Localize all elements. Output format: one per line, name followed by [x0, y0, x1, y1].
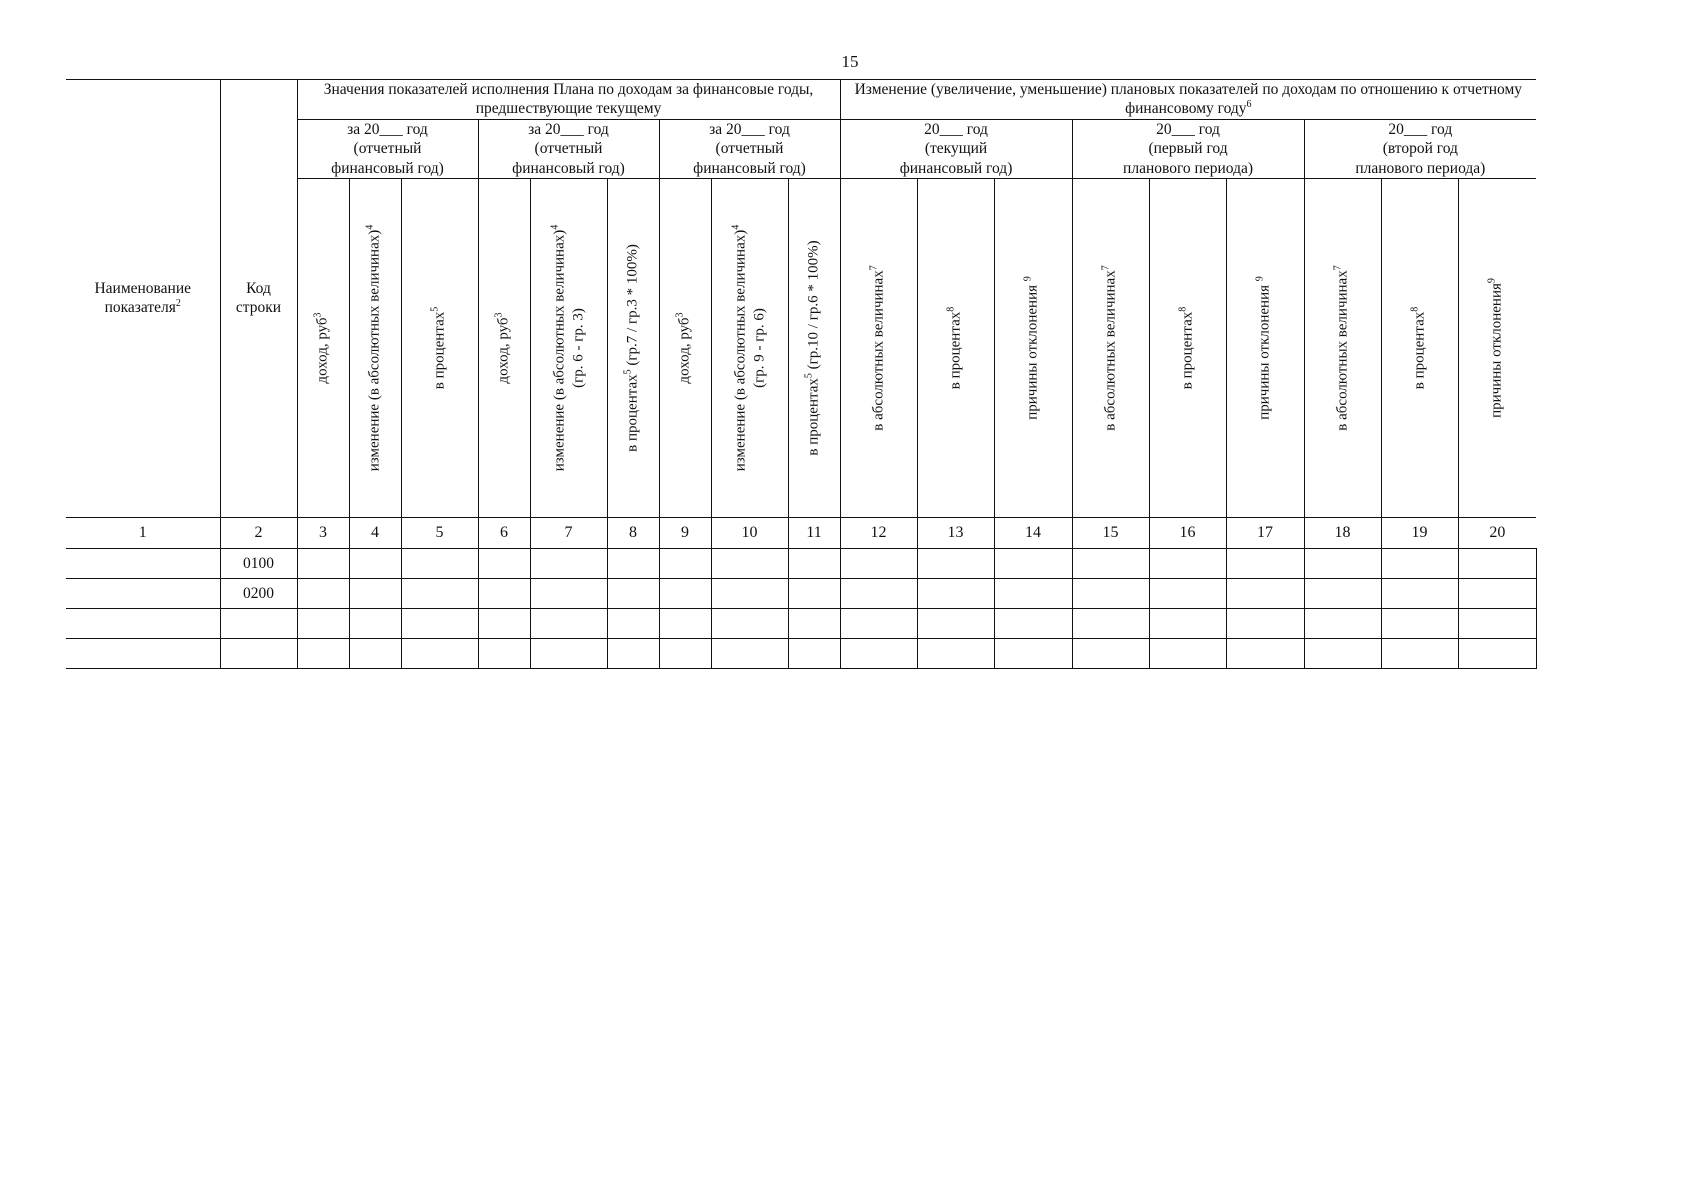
value-cell[interactable]	[917, 638, 994, 668]
subcolumn-label-line1	[869, 265, 888, 430]
value-cell[interactable]	[1381, 608, 1458, 638]
value-cell[interactable]	[297, 608, 349, 638]
column-number: 6	[478, 517, 530, 548]
subcolumn-label	[1101, 265, 1120, 430]
subcolumn-label-line1	[495, 312, 514, 383]
footnote-mark: 8	[945, 306, 957, 312]
subcolumn-label-line1	[1101, 265, 1120, 430]
subcolumn-header	[1226, 178, 1304, 517]
value-cell[interactable]	[1458, 578, 1536, 608]
value-cell[interactable]	[917, 578, 994, 608]
period-line3: финансовый год)	[899, 159, 1013, 177]
period-line3: финансовый год)	[693, 159, 806, 177]
subcolumn-header	[530, 178, 607, 517]
value-cell[interactable]	[1072, 578, 1149, 608]
value-cell[interactable]	[349, 638, 401, 668]
value-cell[interactable]	[607, 578, 659, 608]
column-number: 11	[788, 517, 840, 548]
subcolumn-label-line1	[430, 307, 449, 389]
value-cell[interactable]	[1458, 608, 1536, 638]
subcolumn-text: в абсолютных величинах	[1334, 270, 1351, 431]
value-cell[interactable]	[1149, 548, 1226, 578]
period-line3: планового периода)	[1355, 159, 1486, 177]
value-cell[interactable]	[1072, 548, 1149, 578]
value-cell[interactable]	[994, 608, 1072, 638]
subcolumn-label	[946, 307, 965, 389]
header-row-groups	[66, 80, 1536, 119]
row-code-cell[interactable]: 0100	[220, 548, 297, 578]
table-row	[66, 548, 1536, 578]
value-cell[interactable]	[530, 578, 607, 608]
footnote-mark: 5	[803, 373, 815, 378]
footnote-mark: 7	[1100, 265, 1112, 271]
period-header	[840, 119, 1072, 178]
value-cell[interactable]	[1458, 548, 1536, 578]
subcolumn-label	[495, 312, 514, 383]
subcolumn-label-line1	[1410, 307, 1429, 389]
period-header	[1304, 119, 1536, 178]
column-number: 15	[1072, 517, 1149, 548]
footnote-mark: 8	[1177, 306, 1189, 312]
subcolumn-label	[550, 225, 588, 471]
value-cell[interactable]	[788, 548, 840, 578]
subcolumn-header	[1381, 178, 1458, 517]
value-cell[interactable]	[1304, 548, 1381, 578]
period-line2: (второй год	[1382, 140, 1458, 158]
value-cell[interactable]	[659, 608, 711, 638]
value-cell[interactable]	[659, 548, 711, 578]
period-line1: 20___ год	[1156, 120, 1220, 138]
value-cell[interactable]	[1226, 548, 1304, 578]
value-cell[interactable]	[1381, 638, 1458, 668]
period-line1: за 20___ год	[528, 120, 609, 138]
period-line3: планового периода)	[1123, 159, 1254, 177]
row-code-cell[interactable]: 0200	[220, 578, 297, 608]
subcolumn-label	[805, 240, 824, 455]
value-cell[interactable]	[1304, 578, 1381, 608]
value-cell[interactable]	[840, 638, 917, 668]
subcolumn-label-line2: (гр. 6 - гр. 3)	[569, 307, 586, 388]
value-cell[interactable]	[607, 638, 659, 668]
period-header	[297, 119, 478, 178]
column-number: 10	[711, 517, 788, 548]
subcolumn-text: в процентах	[805, 378, 822, 456]
indicator-name-cell[interactable]	[66, 548, 220, 578]
period-header	[478, 119, 659, 178]
column-number: 4	[349, 517, 401, 548]
subcolumn-label	[1410, 307, 1429, 389]
subcolumn-header	[401, 178, 478, 517]
value-cell[interactable]	[607, 608, 659, 638]
subcolumn-header	[607, 178, 659, 517]
value-cell[interactable]	[917, 548, 994, 578]
subcolumn-label	[1178, 307, 1197, 389]
subcolumn-text: доход, руб	[314, 317, 331, 384]
subcolumn-header	[1072, 178, 1149, 517]
subcolumn-header	[840, 178, 917, 517]
subcolumn-label-line1	[946, 307, 965, 389]
subcolumn-text: изменение (в абсолютных величинах)	[366, 229, 383, 472]
column-number: 9	[659, 517, 711, 548]
row-code-cell[interactable]	[220, 608, 297, 638]
subcolumn-header	[994, 178, 1072, 517]
subcolumn-label	[624, 244, 643, 452]
footnote-mark: 3	[674, 312, 686, 318]
subcolumn-label	[366, 225, 385, 471]
footnote-mark: 7	[868, 265, 880, 271]
subcolumn-label	[869, 265, 888, 430]
subcolumn-text: в процентах	[1411, 311, 1428, 390]
column-number: 12	[840, 517, 917, 548]
value-cell[interactable]	[840, 608, 917, 638]
subcolumn-formula: (гр.7 / гр.3 * 100%)	[624, 244, 641, 370]
subcolumn-header	[1304, 178, 1381, 517]
subcolumn-text: в процентах	[947, 311, 964, 390]
indicator-name-label: Наименование показателя	[94, 280, 192, 317]
group-header-plan-changes	[840, 80, 1536, 119]
period-line3: финансовый год)	[512, 159, 625, 177]
data-rows	[66, 548, 1536, 668]
value-cell[interactable]	[349, 578, 401, 608]
column-number: 7	[530, 517, 607, 548]
column-number: 19	[1381, 517, 1458, 548]
row-code-cell[interactable]	[220, 638, 297, 668]
subcolumn-label	[314, 312, 333, 383]
subcolumn-header	[659, 178, 711, 517]
value-cell[interactable]	[1149, 578, 1226, 608]
value-cell[interactable]	[659, 638, 711, 668]
subcolumn-text: в процентах	[1179, 311, 1196, 390]
value-cell[interactable]	[478, 608, 530, 638]
subcolumn-text: в процентах	[431, 311, 448, 390]
row-code-label-line1: Код	[246, 280, 271, 298]
value-cell[interactable]	[530, 608, 607, 638]
value-cell[interactable]	[1226, 638, 1304, 668]
footnote-mark: 8	[1409, 306, 1421, 312]
value-cell[interactable]	[994, 548, 1072, 578]
value-cell[interactable]	[297, 638, 349, 668]
group-title-prior-years: Значения показателей исполнения Плана по доходам за финансовые годы, предшествующие текущему	[323, 81, 814, 118]
footnote-mark: 4	[548, 224, 560, 230]
value-cell[interactable]	[1149, 638, 1226, 668]
value-cell[interactable]	[711, 608, 788, 638]
subcolumn-label	[1488, 278, 1507, 418]
column-number: 5	[401, 517, 478, 548]
table-row	[66, 608, 1536, 638]
value-cell[interactable]	[297, 548, 349, 578]
value-cell[interactable]	[788, 608, 840, 638]
value-cell[interactable]	[659, 578, 711, 608]
subcolumn-label-line1	[366, 225, 385, 471]
value-cell[interactable]	[478, 548, 530, 578]
value-cell[interactable]	[1072, 638, 1149, 668]
period-header	[659, 119, 840, 178]
subcolumn-text: изменение (в абсолютных величинах)	[731, 229, 748, 472]
subcolumn-label	[676, 312, 695, 383]
value-cell[interactable]	[1304, 638, 1381, 668]
column-number: 17	[1226, 517, 1304, 548]
value-cell[interactable]	[349, 608, 401, 638]
column-number: 8	[607, 517, 659, 548]
subcolumn-text: в процентах	[624, 374, 641, 452]
subcolumn-label-line1	[1333, 265, 1352, 430]
footnote-mark: 4	[364, 224, 376, 230]
value-cell[interactable]	[994, 638, 1072, 668]
footnote-mark: 3	[312, 312, 324, 318]
value-cell[interactable]	[1304, 608, 1381, 638]
subcolumn-text: причины отклонения	[1256, 281, 1273, 420]
subcolumn-label-line1	[731, 225, 750, 471]
period-line1: 20___ год	[1388, 120, 1453, 138]
indicator-name-cell[interactable]	[66, 638, 220, 668]
footnote-mark: 3	[493, 312, 505, 318]
period-line2: (отчетный	[715, 140, 784, 158]
period-line1: 20___ год	[924, 120, 988, 138]
group-header-prior-years	[297, 80, 840, 119]
value-cell[interactable]	[1458, 638, 1536, 668]
column-number: 1	[66, 517, 220, 548]
value-cell[interactable]	[401, 578, 478, 608]
value-cell[interactable]	[478, 578, 530, 608]
subcolumn-label-line1	[1256, 276, 1275, 420]
row-code-header	[220, 80, 297, 517]
subcolumn-text: в абсолютных величинах	[870, 270, 887, 431]
subcolumn-formula: (гр.10 / гр.6 * 100%)	[805, 240, 822, 373]
value-cell[interactable]	[840, 548, 917, 578]
period-line2: (текущий	[924, 140, 988, 158]
indicator-name-header	[66, 80, 220, 517]
value-cell[interactable]	[1381, 578, 1458, 608]
value-cell[interactable]	[297, 578, 349, 608]
value-cell[interactable]	[349, 548, 401, 578]
footnote-mark: 4	[729, 224, 741, 230]
subcolumn-header	[478, 178, 530, 517]
table-row	[66, 638, 1536, 668]
value-cell[interactable]	[1149, 608, 1226, 638]
row-code-label-line2: строки	[235, 299, 282, 317]
value-cell[interactable]	[530, 548, 607, 578]
footnote-mark: 6	[1246, 99, 1252, 111]
value-cell[interactable]	[401, 548, 478, 578]
period-line1: за 20___ год	[709, 120, 790, 138]
period-line2: (первый год	[1148, 140, 1228, 158]
period-header	[1072, 119, 1304, 178]
subcolumn-label-line1	[1024, 276, 1043, 420]
subcolumn-label	[1024, 276, 1043, 420]
subcolumn-text: доход, руб	[676, 317, 693, 384]
value-cell[interactable]	[530, 638, 607, 668]
value-cell[interactable]	[788, 578, 840, 608]
period-line3: финансовый год)	[331, 159, 444, 177]
value-cell[interactable]	[840, 578, 917, 608]
subcolumn-header	[1149, 178, 1226, 517]
period-line2: (отчетный	[353, 140, 422, 158]
subcolumn-text: причины отклонения	[1024, 281, 1041, 420]
column-number: 2	[220, 517, 297, 548]
subcolumn-header	[711, 178, 788, 517]
subcolumn-header	[349, 178, 401, 517]
value-cell[interactable]	[711, 578, 788, 608]
value-cell[interactable]	[994, 578, 1072, 608]
subcolumn-header	[917, 178, 994, 517]
value-cell[interactable]	[401, 608, 478, 638]
column-number: 14	[994, 517, 1072, 548]
page-number: 15	[841, 52, 859, 71]
value-cell[interactable]	[1072, 608, 1149, 638]
column-number-row	[66, 517, 1536, 548]
value-cell[interactable]	[478, 638, 530, 668]
column-number: 13	[917, 517, 994, 548]
subcolumn-header	[297, 178, 349, 517]
footnote-mark: 9	[1486, 277, 1498, 283]
subcolumn-label-line1	[550, 225, 569, 471]
subcolumn-label	[731, 225, 769, 471]
subcolumn-header	[1458, 178, 1536, 517]
footnote-mark: 7	[1332, 265, 1344, 271]
subcolumn-text: в абсолютных величинах	[1102, 270, 1119, 431]
income-plan-table	[66, 80, 1537, 669]
footnote-mark: 9	[1022, 276, 1034, 282]
table-row	[66, 578, 1536, 608]
subcolumn-text: изменение (в абсолютных величинах)	[550, 229, 567, 472]
indicator-name-cell[interactable]	[66, 578, 220, 608]
column-number: 16	[1149, 517, 1226, 548]
value-cell[interactable]	[1226, 608, 1304, 638]
value-cell[interactable]	[1381, 548, 1458, 578]
column-number: 20	[1458, 517, 1536, 548]
subcolumn-label	[1256, 276, 1275, 420]
subcolumn-label-line1	[805, 240, 824, 455]
column-number: 18	[1304, 517, 1381, 548]
value-cell[interactable]	[607, 548, 659, 578]
subcolumn-label	[430, 307, 449, 389]
period-line1: за 20___ год	[347, 120, 428, 138]
subcolumn-text: причины отклонения	[1488, 282, 1505, 418]
subcolumn-label-line2: (гр. 9 - гр. 6)	[750, 307, 767, 388]
value-cell[interactable]	[711, 548, 788, 578]
footnote-mark: 2	[175, 298, 181, 310]
footnote-mark: 5	[622, 369, 634, 375]
value-cell[interactable]	[1226, 578, 1304, 608]
column-number: 3	[297, 517, 349, 548]
footnote-mark: 9	[1254, 276, 1266, 282]
subcolumn-label-line1	[1488, 278, 1507, 418]
subcolumn-text: доход, руб	[495, 317, 512, 384]
value-cell[interactable]	[788, 638, 840, 668]
subcolumn-label-line1	[624, 244, 643, 452]
footnote-mark: 5	[429, 306, 441, 312]
value-cell[interactable]	[401, 638, 478, 668]
period-line2: (отчетный	[534, 140, 603, 158]
subcolumn-label	[1333, 265, 1352, 430]
value-cell[interactable]	[917, 608, 994, 638]
subcolumn-label-line1	[676, 312, 695, 383]
subcolumn-header	[788, 178, 840, 517]
group-title-plan-changes: Изменение (увеличение, уменьшение) плановых показателей по доходам по отношению к отчетному финансовому году	[854, 81, 1523, 118]
subcolumn-label-line1	[1178, 307, 1197, 389]
subcolumn-label-line1	[314, 312, 333, 383]
value-cell[interactable]	[711, 638, 788, 668]
indicator-name-cell[interactable]	[66, 608, 220, 638]
